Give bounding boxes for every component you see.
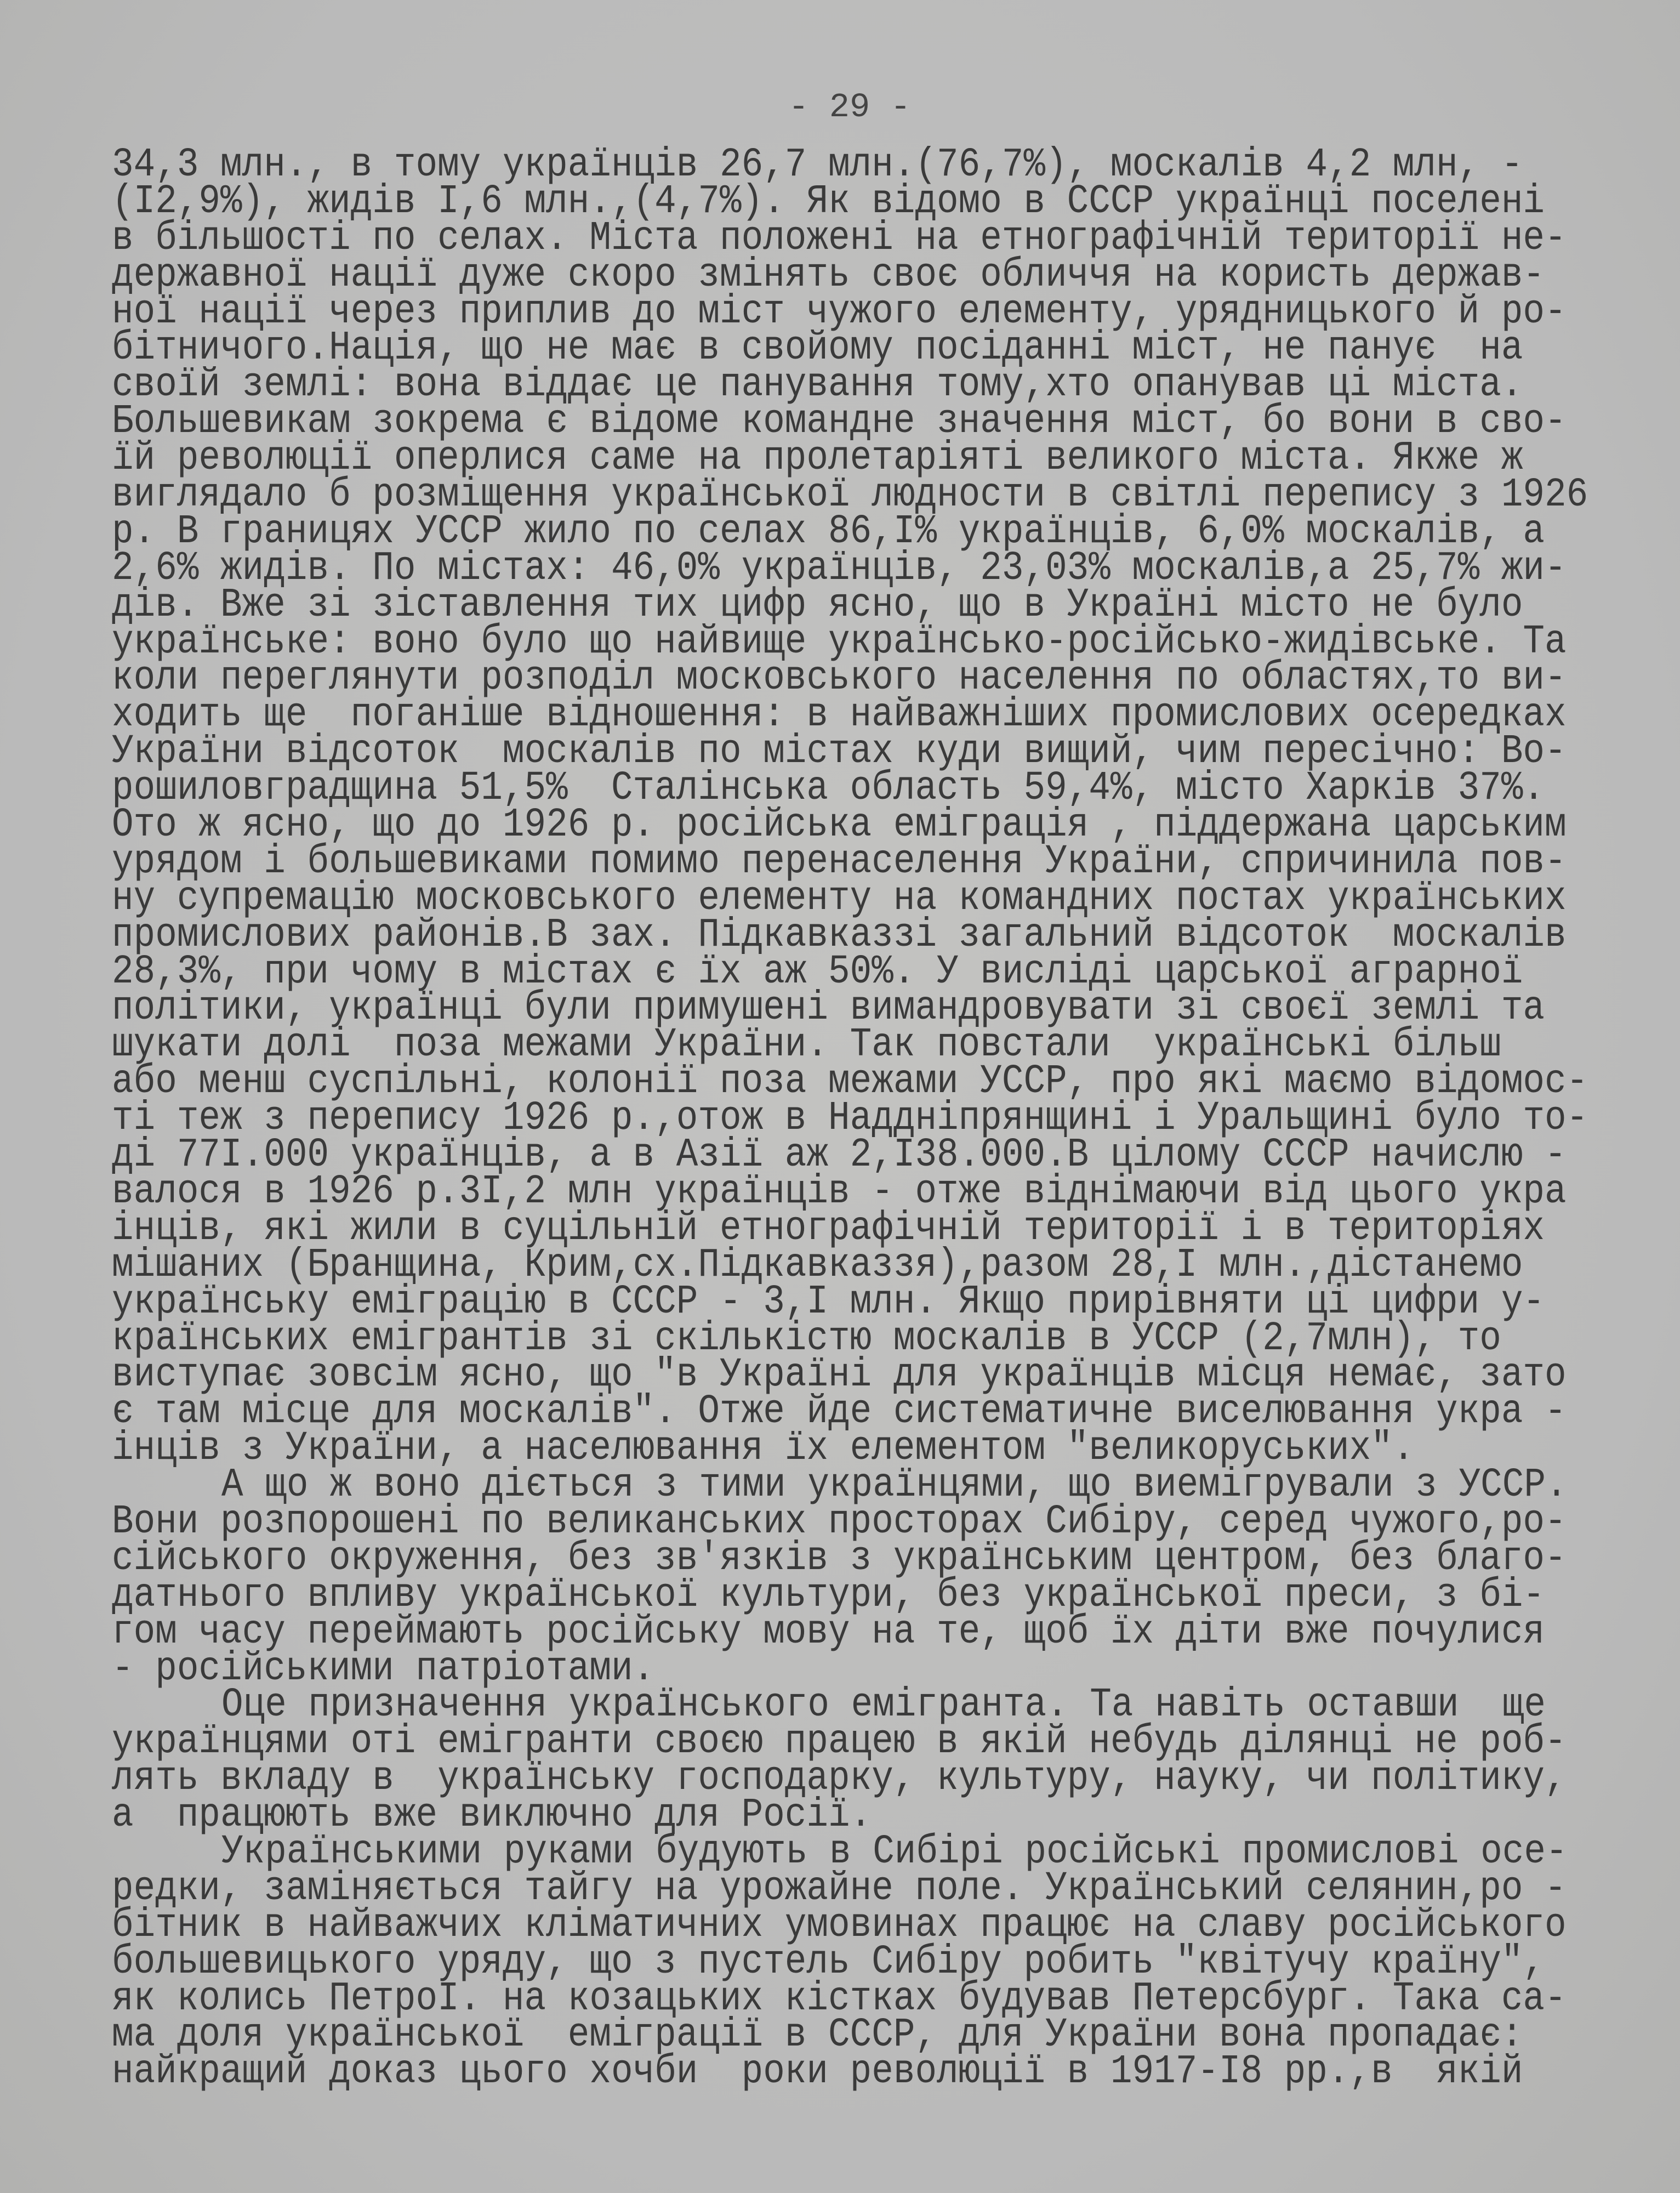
text-line: рошиловградщина 51,5% Сталінська область 59,4%, місто Харків 37%. <box>112 765 1545 811</box>
text-line: інців з України, а населювання їх елементом "великоруських". <box>112 1425 1415 1472</box>
text-line: українське: воно було що найвище українсько-російсько-жидівське. Та <box>112 618 1567 664</box>
text-line: Вони розпорошені по великанських просторах Сибіру, серед чужого,ро- <box>112 1498 1567 1545</box>
paragraph-first-line: А що ж воно діється з тими українцями, що виемігрували з УССР. <box>221 1462 1568 1508</box>
text-line: ходить ще поганіше відношення: в найважніших промислових осередках <box>112 691 1567 738</box>
paragraph-first-line: Оце призначення українського емігранта. Та навіть оставши ще <box>221 1681 1546 1728</box>
text-line: большевицького уряду, що з пустель Сибіру робить "квітучу країну", <box>112 1939 1545 1985</box>
paragraph-first-line: Українськими руками будують в Сибірі російські промислові осе- <box>221 1828 1568 1875</box>
text-line: інців, які жили в суцільній етнографічній території і в територіях <box>112 1205 1545 1252</box>
text-line: політики, українці були примушені вимандровувати зі своєї землі та <box>112 985 1545 1031</box>
text-line: бітничого.Нація, що не має в свойому посіданні міст, не панує на <box>112 325 1523 371</box>
text-line: лять вкладу в українську господарку, культуру, науку, чи політику, <box>112 1755 1567 1802</box>
text-line: гом часу переймають російську мову на те, щоб їх діти вже почулися <box>112 1609 1545 1655</box>
text-line: а працюють вже виключно для Росії. <box>112 1792 872 1838</box>
text-line: р. В границях УССР жило по селах 86,I% українців, 6,0% москалів, а <box>112 508 1545 555</box>
text-line: в більшості по селах. Міста положені на етнографічній території не- <box>112 215 1567 262</box>
text-line: Ото ж ясно, що до 1926 р. російська еміграція , піддержана царським <box>112 802 1567 848</box>
text-line: виступає зовсім ясно, що "в Україні для українців місця немає, зато <box>112 1351 1567 1398</box>
text-line: ну супремацію московського елементу на командних постах українських <box>112 875 1567 922</box>
text-line: 28,3%, при чому в містах є їх аж 50%. У висліді царської аграрної <box>112 948 1523 995</box>
text-line: українську еміграцію в СССР - 3,I млн. Якщо прирівняти ці цифри у- <box>112 1278 1545 1325</box>
text-line: промислових районів.В зах. Підкавказзі загальний відсоток москалів <box>112 912 1567 958</box>
text-line: коли переглянути розподіл московського населення по областях,то ви- <box>112 655 1567 701</box>
text-line: країнських емігрантів зі скількістю москалів в УССР (2,7млн), то <box>112 1315 1501 1361</box>
text-line: ді 77I.000 українців, а в Азії аж 2,I38.000.В цілому СССР начислю - <box>112 1132 1567 1178</box>
text-line: валося в 1926 р.3I,2 млн українців - отже віднімаючи від цього укра <box>112 1168 1567 1215</box>
text-line: як колись ПетроI. на козацьких кістках будував Петерсбург. Така са- <box>112 1975 1567 2021</box>
text-line: - російськими патріотами. <box>112 1645 655 1691</box>
text-line: або менш суспільні, колонії поза межами УССР, про які маємо відомос- <box>112 1058 1588 1105</box>
text-line: їй революції оперлися саме на пролетаріяті великого міста. Якже ж <box>112 435 1523 481</box>
text-line: виглядало б розміщення української людности в світлі перепису з 1926 <box>112 471 1588 518</box>
text-line: датнього впливу української культури, без української преси, з бі- <box>112 1572 1545 1618</box>
text-line: найкращий доказ цього хочби роки революції в 1917-I8 рр.,в якій <box>112 2048 1523 2095</box>
text-line: ма доля української еміграції в СССР, для України вона пропадає: <box>112 2012 1523 2058</box>
text-line: України відсоток москалів по містах куди вищий, чим пересічно: Во- <box>112 728 1567 775</box>
text-line: ті теж з перепису 1926 р.,отож в Наддніпрянщині і Уральщині було то- <box>112 1095 1588 1141</box>
text-line: дів. Вже зі зіставлення тих цифр ясно, що в Україні місто не було <box>112 582 1523 628</box>
text-line: Большевикам зокрема є відоме командне значення міст, бо вони в сво- <box>112 398 1567 445</box>
text-line: українцями оті емігранти своєю працею в якій небудь ділянці не роб- <box>112 1718 1567 1765</box>
text-line: 34,3 млн., в тому українців 26,7 млн.(76,7%), москалів 4,2 млн, - <box>112 141 1523 188</box>
text-line: 2,6% жидів. По містах: 46,0% українців, 23,03% москалів,а 25,7% жи- <box>112 545 1567 592</box>
text-line: (I2,9%), жидів I,6 млн.,(4,7%). Як відомо в СССР українці поселені <box>112 178 1545 225</box>
text-line: бітник в найважчих кліматичних умовинах працює на славу російського <box>112 1902 1567 1948</box>
text-line: своїй землі: вона віддає це панування тому,хто опанував ці міста. <box>112 361 1523 408</box>
page-number: - 29 - <box>788 88 911 127</box>
text-line: урядом і большевиками помимо перенаселення України, спричинила пов- <box>112 838 1567 885</box>
text-line: сійського окруження, без зв'язків з українським центром, без благо- <box>112 1535 1567 1582</box>
text-line: державної нації дуже скоро змінять своє обличчя на користь держав- <box>112 252 1545 298</box>
text-line: мішаних (Бранщина, Крим,сх.Підкавказзя),разом 28,I млн.,дістанемо <box>112 1242 1523 1288</box>
text-line: шукати долі поза межами України. Так повстали українські більш <box>112 1021 1501 1068</box>
text-line: є там місце для москалів". Отже йде систематичне виселювання укра - <box>112 1388 1567 1435</box>
document-body <box>112 141 1625 2095</box>
text-line: редки, заміняється тайгу на урожайне поле. Український селянин,ро - <box>112 1865 1567 1912</box>
text-line: ної нації через приплив до міст чужого елементу, урядницького й ро- <box>112 288 1567 334</box>
